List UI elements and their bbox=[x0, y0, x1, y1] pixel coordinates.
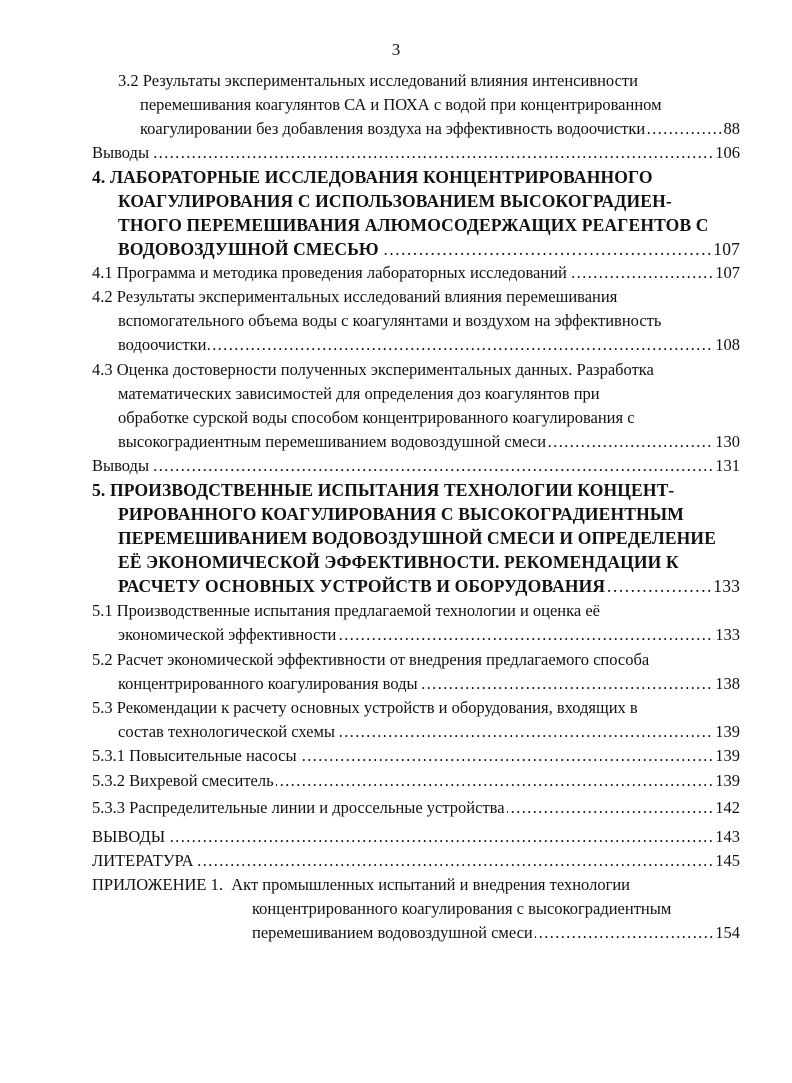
toc-page: 139 bbox=[714, 769, 740, 793]
toc-title: РИРОВАННОГО КОАГУЛИРОВАНИЯ С ВЫСОКОГРАДИЕНТНЫМ bbox=[118, 504, 684, 524]
toc-title: 3.2 Результаты экспериментальных исследований влияния интенсивности bbox=[118, 69, 640, 93]
toc-chapter-line bbox=[92, 165, 740, 189]
toc-title: 4.2 Результаты экспериментальных исследований влияния перемешивания bbox=[92, 285, 619, 309]
toc-page: 88 bbox=[723, 117, 741, 141]
toc-title: коагулировании без добавления воздуха на эффективность водоочистки bbox=[140, 117, 647, 141]
toc-page: 145 bbox=[714, 849, 740, 873]
toc-title: 5. ПРОИЗВОДСТВЕННЫЕ ИСПЫТАНИЯ ТЕХНОЛОГИИ КОНЦЕНТ- bbox=[92, 480, 675, 500]
toc-title: перемешивания коагулянтов СА и ПОХА с водой при концентрированном bbox=[140, 93, 664, 117]
toc-title: 5.3 Рекомендации к расчету основных устройств и оборудования, входящих в bbox=[92, 696, 640, 720]
toc-chapter-line bbox=[92, 478, 740, 502]
toc-title: КОАГУЛИРОВАНИЯ С ИСПОЛЬЗОВАНИЕМ ВЫСОКОГРАДИЕН- bbox=[118, 191, 672, 211]
toc-title: 5.3.1 Повысительные насосы bbox=[92, 744, 299, 768]
toc-chapter-line bbox=[118, 502, 740, 526]
toc-page: 107 bbox=[714, 261, 740, 285]
toc-chapter-line bbox=[118, 574, 740, 598]
toc-title: вспомогательного объема воды с коагулянтами и воздухом на эффективность bbox=[118, 309, 663, 333]
toc-chapter-line bbox=[118, 550, 740, 574]
toc-title: перемешиванием водовоздушной смеси bbox=[252, 921, 535, 945]
toc-page: 143 bbox=[714, 825, 740, 849]
toc-line bbox=[118, 406, 740, 430]
toc-line bbox=[118, 69, 740, 93]
toc-page: 133 bbox=[714, 623, 740, 647]
toc-page: 107 bbox=[713, 239, 740, 259]
toc-line bbox=[140, 117, 740, 141]
toc-page: 139 bbox=[714, 744, 740, 768]
toc-page: 130 bbox=[714, 430, 740, 454]
toc-title: ПЕРЕМЕШИВАНИЕМ ВОДОВОЗДУШНОЙ СМЕСИ И ОПРЕДЕЛЕНИЕ bbox=[118, 528, 717, 548]
toc-line bbox=[92, 261, 740, 285]
toc-line bbox=[92, 825, 740, 849]
toc-line bbox=[118, 382, 740, 406]
toc-line bbox=[140, 93, 740, 117]
toc-chapter-line bbox=[118, 526, 740, 550]
toc-page: 131 bbox=[714, 454, 740, 478]
toc-title: ЕЁ ЭКОНОМИЧЕСКОЙ ЭФФЕКТИВНОСТИ. РЕКОМЕНДАЦИИ К bbox=[118, 552, 679, 572]
toc-line bbox=[92, 358, 740, 382]
toc-title: 5.1 Производственные испытания предлагаемой технологии и оценка её bbox=[92, 599, 602, 623]
toc-page: 106 bbox=[714, 141, 740, 165]
toc-title: 4.3 Оценка достоверности полученных экспериментальных данных. Разработка bbox=[92, 358, 656, 382]
toc-page: 133 bbox=[713, 576, 740, 596]
toc-title: концентрированного коагулирования с высокоградиентным bbox=[252, 897, 673, 921]
toc-page: 154 bbox=[714, 921, 740, 945]
toc-line bbox=[118, 309, 740, 333]
toc-page: 138 bbox=[714, 672, 740, 696]
toc-line bbox=[118, 430, 740, 454]
toc-line bbox=[92, 696, 740, 720]
toc-title: ВОДОВОЗДУШНОЙ СМЕСЬЮ bbox=[118, 239, 379, 259]
toc-line bbox=[118, 720, 740, 744]
toc-title: ЛИТЕРАТУРА bbox=[92, 849, 196, 873]
leader-dots bbox=[118, 333, 740, 357]
toc-line bbox=[118, 333, 740, 357]
toc-title: состав технологической схемы bbox=[118, 720, 337, 744]
toc-title: 5.3.3 Распределительные линии и дроссельные устройства bbox=[92, 796, 507, 820]
toc-line bbox=[92, 849, 740, 873]
toc-title: Выводы bbox=[92, 454, 151, 478]
leader-dots bbox=[92, 454, 740, 478]
toc-line bbox=[118, 672, 740, 696]
toc-title: концентрированного коагулирования воды bbox=[118, 672, 420, 696]
toc-line bbox=[92, 285, 740, 309]
toc-title: экономической эффективности bbox=[118, 623, 338, 647]
toc-page: 139 bbox=[714, 720, 740, 744]
toc-line bbox=[92, 454, 740, 478]
page-number: 3 bbox=[391, 40, 401, 59]
toc-title: водоочистки bbox=[118, 333, 208, 357]
toc-title: математических зависимостей для определения доз коагулянтов при bbox=[118, 382, 602, 406]
toc-page: 142 bbox=[714, 796, 740, 820]
toc-title: 5.3.2 Вихревой смеситель bbox=[92, 769, 276, 793]
leader-dots bbox=[92, 825, 740, 849]
toc-chapter-line bbox=[118, 213, 740, 237]
toc-title: 4.1 Программа и методика проведения лабораторных исследований bbox=[92, 261, 569, 285]
toc-line bbox=[92, 141, 740, 165]
toc-title: обработке сурской воды способом концентрированного коагулирования с bbox=[118, 406, 637, 430]
toc-page: 108 bbox=[714, 333, 740, 357]
toc-line bbox=[118, 623, 740, 647]
toc-line bbox=[92, 796, 740, 820]
toc-title: высокоградиентным перемешиванием водовоздушной смеси bbox=[118, 430, 548, 454]
toc-line bbox=[92, 744, 740, 768]
toc-line bbox=[92, 648, 740, 672]
toc-title: Выводы bbox=[92, 141, 151, 165]
toc-title: ТНОГО ПЕРЕМЕШИВАНИЯ АЛЮМОСОДЕРЖАЩИХ РЕАГЕНТОВ С bbox=[118, 215, 709, 235]
toc-title: 4. ЛАБОРАТОРНЫЕ ИССЛЕДОВАНИЯ КОНЦЕНТРИРОВАННОГО bbox=[92, 167, 653, 187]
toc-line bbox=[252, 897, 740, 921]
toc-title: РАСЧЕТУ ОСНОВНЫХ УСТРОЙСТВ И ОБОРУДОВАНИЯ bbox=[118, 576, 606, 596]
toc-title: 5.2 Расчет экономической эффективности от внедрения предлагаемого способа bbox=[92, 648, 651, 672]
toc-title: ПРИЛОЖЕНИЕ 1. Акт промышленных испытаний и внедрения технологии bbox=[92, 873, 632, 897]
toc-chapter-line bbox=[118, 189, 740, 213]
leader-dots bbox=[92, 141, 740, 165]
toc-chapter-line bbox=[118, 237, 740, 261]
toc-line bbox=[252, 921, 740, 945]
toc-line bbox=[92, 599, 740, 623]
toc-line bbox=[92, 873, 740, 897]
toc-line bbox=[92, 769, 740, 793]
toc-title: ВЫВОДЫ bbox=[92, 825, 167, 849]
